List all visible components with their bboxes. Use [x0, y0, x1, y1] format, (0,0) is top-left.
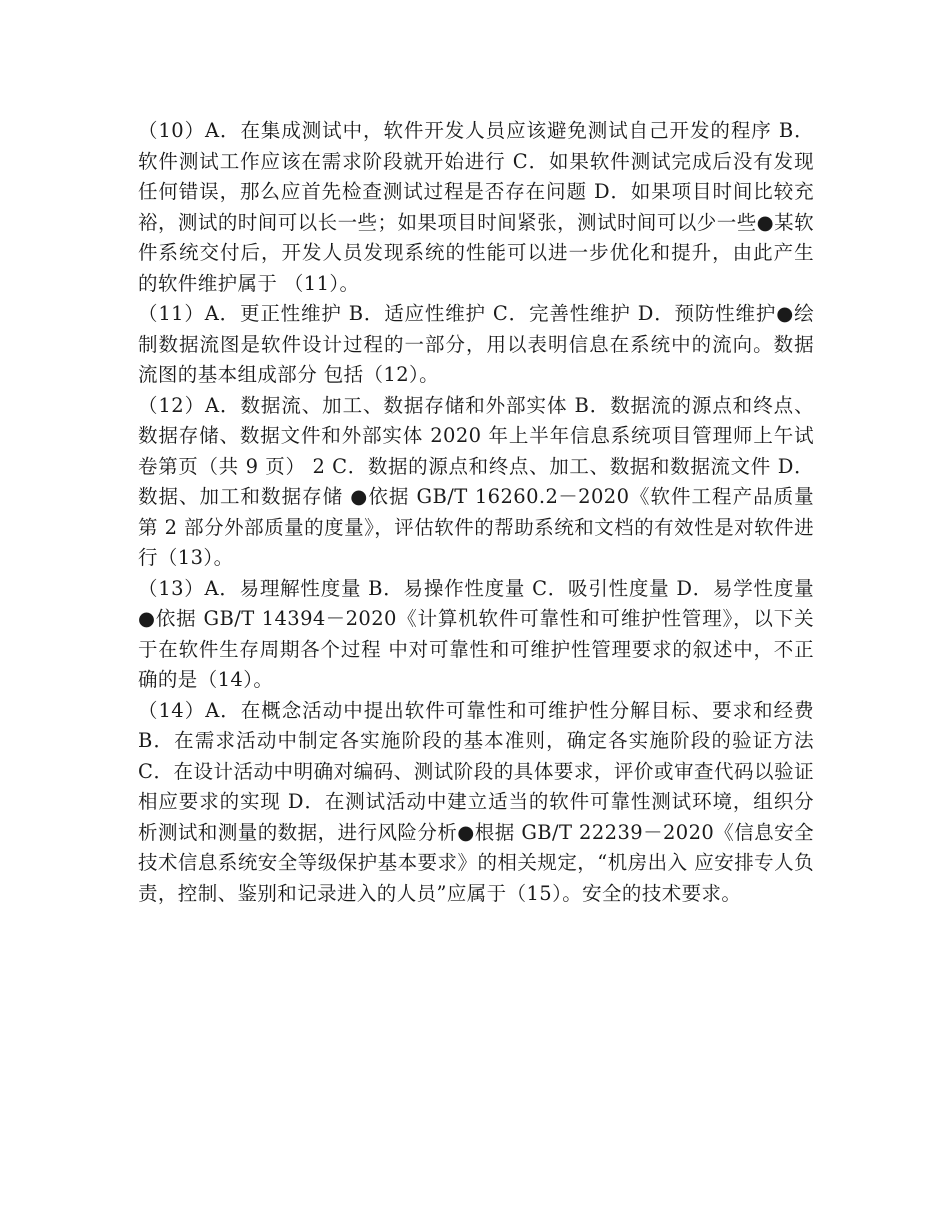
question-10-options: （10）A．在集成测试中，软件开发人员应该避免测试自己开发的程序 B．软件测试工作应该在需求阶段就开始进行 C．如果软件测试完成后没有发现任何错误，那么应首先检查测试过程是否存在问题 D．如果项目时间比较充裕，测试的时间可以长一些；如果项目时间紧张，测试时间可以少一些●某软件系统交付后，开发人员发现系统的性能可以进一步优化和提升，由此产生的软件维护属于 （11）。 — [138, 119, 814, 295]
question-12-options: （12）A．数据流、加工、数据存储和外部实体 B．数据流的源点和终点、数据存储、数据文件和外部实体 2020 年上半年信息系统项目管理师上午试卷第页（共 9 页） 2 C．数据的源点和终点、加工、数据和数据流文件 D．数据、加工和数据存储 ●依据 GB/T 16260.2－2020《软件工程产品质量第 2 部分外部质量的度量》，评估软件的帮助系统和文档的有效性是对软件进行（13）。 — [138, 393, 814, 569]
question-13-options: （13）A．易理解性度量 B．易操作性度量 C．吸引性度量 D．易学性度量 ●依据 GB/T 14394－2020《计算机软件可靠性和可维护性管理》，以下关于在软件生存周期各个过程 中对可靠性和可维护性管理要求的叙述中，不正确的是（14）。 — [138, 576, 814, 691]
question-11-options: （11）A．更正性维护 B．适应性维护 C．完善性维护 D．预防性维护●绘制数据流图是软件设计过程的一部分，用以表明信息在系统中的流向。数据流图的基本组成部分 包括（12）。 — [138, 302, 814, 386]
document-page — [138, 116, 814, 909]
question-14-options: （14）A．在概念活动中提出软件可靠性和可维护性分解目标、要求和经费 B．在需求活动中制定各实施阶段的基本准则，确定各实施阶段的验证方法 C．在设计活动中明确对编码、测试阶段的具体要求，评价或审查代码以验证相应要求的实现 D．在测试活动中建立适当的软件可靠性测试环境，组织分析测试和测量的数据，进行风险分析●根据 GB/T 22239－2020《信息安全技术信息系统安全等级保护基本要求》的相关规定，“机房出入 应安排专人负责，控制、鉴别和记录进入的人员”应属于（15）。安全的技术要求。 — [138, 698, 814, 905]
